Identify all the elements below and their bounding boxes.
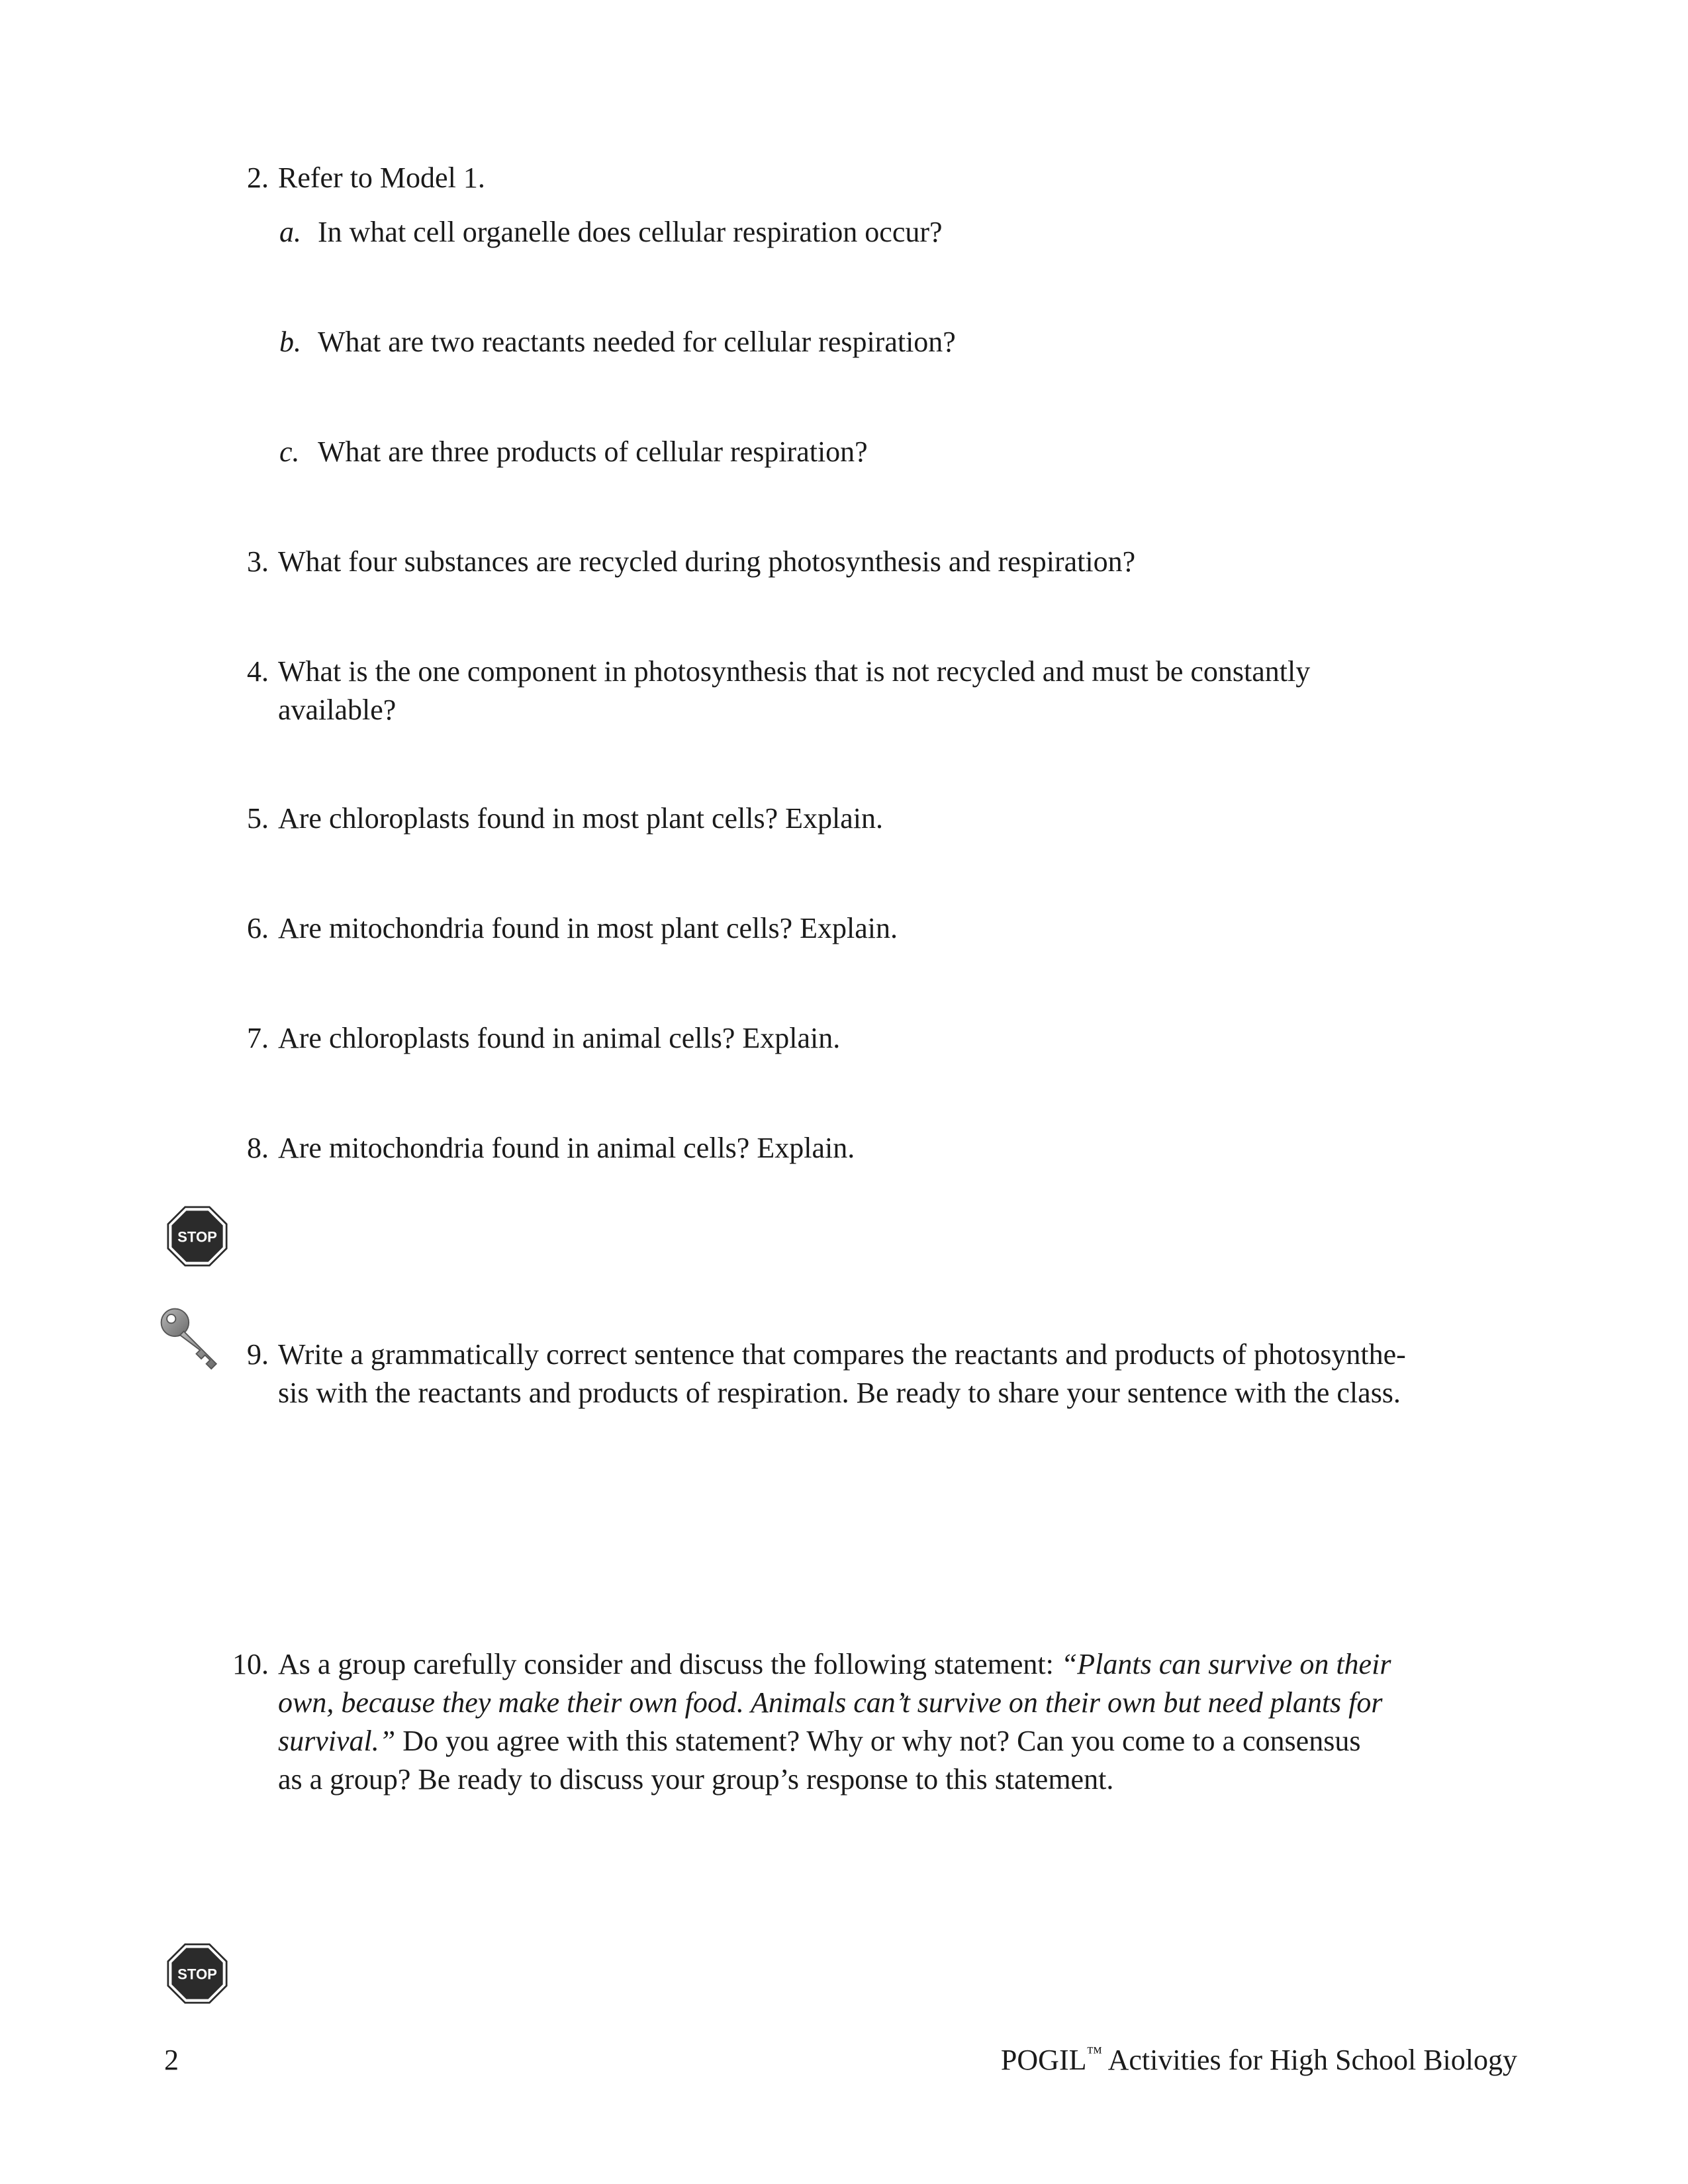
question-text: Are mitochondria found in animal cells? Explain. <box>278 1132 855 1164</box>
question-number: 2. <box>247 161 269 194</box>
question-2c <box>279 433 1509 471</box>
quoted-statement-end: survival.” <box>278 1725 396 1757</box>
footer-brand: POGIL <box>1000 2044 1087 2076</box>
question-number: 7. <box>247 1022 269 1054</box>
footer-subtitle: Activities for High School Biology <box>1102 2044 1517 2076</box>
question-2b <box>279 323 1509 361</box>
question-10 <box>232 1645 1523 1799</box>
question-2 <box>247 159 1523 197</box>
stop-sign-icon <box>167 1206 228 1267</box>
sub-letter: c. <box>279 435 300 468</box>
question-number: 6. <box>247 912 269 944</box>
question-text-plain: As a group carefully consider and discuss the following statement: <box>278 1648 1061 1680</box>
sub-letter: a. <box>279 216 301 248</box>
question-2a <box>279 213 1509 251</box>
sub-text: What are three products of cellular respiration? <box>318 435 868 468</box>
question-text-line-1: What is the one component in photosynthesis that is not recycled and must be constantly <box>278 655 1311 688</box>
question-number: 3. <box>247 545 269 578</box>
footer-title <box>1001 2041 1517 2079</box>
question-4 <box>247 653 1523 729</box>
question-8 <box>247 1129 1523 1167</box>
question-text-plain: Do you agree with this statement? Why or why not? Can you come to a consensus <box>395 1725 1361 1757</box>
question-5 <box>247 799 1523 838</box>
question-6 <box>247 909 1523 948</box>
stop-sign-icon <box>167 1943 228 2004</box>
question-text-line-3 <box>278 1722 1523 1760</box>
question-text: Are chloroplasts found in animal cells? Explain. <box>278 1022 841 1054</box>
question-text: Refer to Model 1. <box>278 161 485 194</box>
sub-text: What are two reactants needed for cellular respiration? <box>318 326 956 358</box>
question-text-line-2: available? <box>278 694 397 726</box>
page-number: 2 <box>164 2044 179 2076</box>
sub-text: In what cell organelle does cellular respiration occur? <box>318 216 943 248</box>
question-number: 9. <box>247 1338 269 1371</box>
key-icon <box>156 1304 225 1373</box>
question-text: What four substances are recycled during photosynthesis and respiration? <box>278 545 1136 578</box>
question-9 <box>247 1336 1523 1412</box>
question-number: 4. <box>247 655 269 688</box>
svg-text:STOP: STOP <box>177 1228 217 1246</box>
question-text-line-1: Write a grammatically correct sentence that compares the reactants and products of photosynthe- <box>278 1338 1406 1371</box>
svg-text:STOP: STOP <box>177 1966 217 1983</box>
trademark-symbol: ™ <box>1086 2044 1103 2062</box>
question-text-line-1 <box>278 1645 1523 1684</box>
question-3 <box>247 543 1523 581</box>
question-7 <box>247 1019 1523 1058</box>
sub-letter: b. <box>279 326 301 358</box>
question-text: Are chloroplasts found in most plant cells? Explain. <box>278 802 884 835</box>
question-text-line-2: sis with the reactants and products of respiration. Be ready to share your sentence with the class. <box>278 1377 1401 1409</box>
question-text: Are mitochondria found in most plant cells? Explain. <box>278 912 898 944</box>
quoted-statement: “Plants can survive on their <box>1060 1648 1391 1680</box>
question-text-line-4: as a group? Be ready to discuss your group’s response to this statement. <box>278 1763 1114 1796</box>
question-number: 8. <box>247 1132 269 1164</box>
quoted-statement-line-2: own, because they make their own food. Animals can’t survive on their own but need plants for <box>278 1686 1383 1719</box>
question-number: 5. <box>247 802 269 835</box>
question-number: 10. <box>232 1648 269 1680</box>
